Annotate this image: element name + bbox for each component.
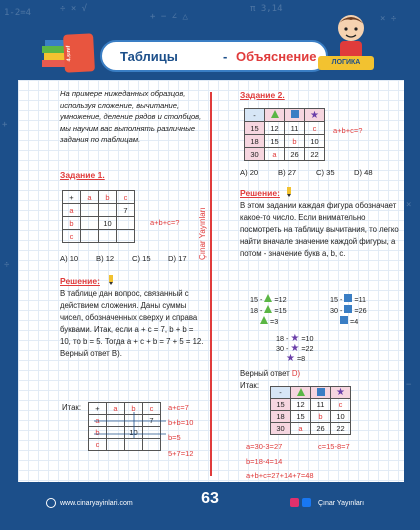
triangle-icon (265, 109, 285, 122)
answer-option[interactable]: D) 48 (354, 168, 373, 177)
table-cell (81, 230, 99, 243)
solution2-text: В этом задании каждая фигура обозначает какое-то число. Если внимательно посмотреть на таблицу вычитания, то легко найти вначале значение каждой фигуры, а потом - значение букв a, b, c. (240, 201, 399, 258)
table-cell: 18 (271, 411, 291, 423)
star-icon: ★ (305, 109, 325, 122)
table-cell: c (63, 230, 81, 243)
square-icon (311, 387, 331, 399)
triangle-icon (291, 387, 311, 399)
answer-option[interactable]: A) 10 (60, 254, 79, 263)
table-cell: 11 (285, 122, 305, 135)
table-cell: 10 (99, 217, 117, 230)
table-cell: b (311, 411, 331, 423)
table-cell: 10 (305, 135, 325, 148)
table-cell: 10 (125, 427, 143, 439)
facebook-icon[interactable] (302, 498, 311, 507)
table-cell (117, 217, 135, 230)
solution1-eq: b=5 (168, 433, 181, 442)
title-right: Объяснение (236, 49, 317, 64)
solution1-title: Решение: (60, 276, 100, 286)
solution2-verdict (240, 368, 300, 380)
calc-square (330, 294, 367, 327)
table-cell: 15 (271, 399, 291, 411)
social-handle[interactable]: Çınar Yayınları (318, 500, 365, 507)
verdict-letter: D) (291, 369, 301, 378)
title-dash: - (223, 49, 228, 64)
star-icon: ★ (331, 387, 351, 399)
table-cell: a (107, 403, 125, 415)
frame-doodle: π 3,14 (250, 4, 283, 14)
table-cell: 12 (291, 399, 311, 411)
table-cell: 7 (117, 204, 135, 217)
calc-text: 15 - (250, 295, 263, 304)
table-cell: b (63, 217, 81, 230)
calc-text: 18 - (250, 306, 263, 315)
table-cell: c (305, 122, 325, 135)
solution2-eq: a=30-3=27 (246, 442, 283, 451)
intro-text: На примере нижеданных образцов, используя сложение, вычитание, умножение, деление рядов и столбцов, мы научим вас выполнять различные задания по таблицам. (60, 89, 202, 145)
answer-option[interactable]: C) 15 (132, 254, 151, 263)
instagram-icon[interactable] (290, 498, 299, 507)
table-cell (117, 230, 135, 243)
calc-text: =22 (301, 344, 314, 353)
triangle-icon (264, 294, 272, 302)
star-icon: ★ (286, 353, 295, 364)
table-cell: 10 (331, 411, 351, 423)
frame-doodle: × (406, 200, 412, 210)
table-cell: 30 (271, 423, 291, 435)
answer-option[interactable]: B) 27 (278, 168, 297, 177)
calc-text: 18 - (276, 334, 289, 343)
calc-text: =12 (274, 295, 287, 304)
square-icon (340, 316, 348, 324)
frame-doodle: + − ∠ △ (150, 12, 188, 22)
table-cell: 15 (245, 122, 265, 135)
answer-option[interactable]: D) 17 (168, 254, 187, 263)
calc-text: 15 - (330, 295, 343, 304)
calc-text: =11 (354, 295, 367, 304)
table-cell: 22 (331, 423, 351, 435)
table-cell (99, 230, 117, 243)
table-cell: 12 (265, 122, 285, 135)
frame-doodle: ÷ × √ (60, 4, 88, 14)
table-cell: b (99, 191, 117, 204)
solution1-eq: b+b=10 (168, 418, 194, 427)
table-cell: 18 (245, 135, 265, 148)
calc-triangle (250, 294, 287, 327)
logika-tag: ЛОГИКА (318, 56, 374, 70)
calc-text: =15 (274, 306, 287, 315)
calc-star (276, 334, 314, 364)
table-cell: a (89, 415, 107, 427)
table-cell: a (81, 191, 99, 204)
frame-doodle: 1-2=4 (4, 8, 32, 18)
table-cell: a (265, 148, 285, 161)
calc-text: 30 - (276, 344, 289, 353)
table-cell: b (125, 403, 143, 415)
table-cell (99, 204, 117, 217)
solution2-itak: Итак: (240, 381, 260, 390)
solution1-arrows (88, 402, 168, 458)
task2-table (244, 108, 325, 161)
verdict-text: Верный ответ (240, 369, 290, 378)
table-cell: - (245, 109, 265, 122)
solution2-title: Решение: (240, 188, 280, 198)
task2-question: a+b+c=? (333, 126, 363, 135)
solution1-text: В таблице дан вопрос, связанный с действием сложения. Даны суммы чисел, обозначенных сверху и справа буквами. Итак, если a + c = 7, b + b = 10, то b = 5. Тогда a + c + b = 7 + 5 = 12. Верный ответ B). (60, 289, 204, 358)
frame-doodle: ÷ (4, 260, 10, 270)
triangle-icon (260, 316, 268, 324)
calc-text: 30 - (330, 306, 343, 315)
task2-title: Задание 2. (240, 90, 285, 100)
table-cell: 26 (311, 423, 331, 435)
globe-icon (46, 498, 56, 508)
frame-doodle: × ÷ (380, 14, 397, 24)
table-cell: a (291, 423, 311, 435)
task1-answers (60, 254, 206, 263)
page-number: 63 (201, 490, 219, 507)
calc-text: =10 (301, 334, 314, 343)
square-icon (344, 294, 352, 302)
square-icon (344, 305, 352, 313)
table-cell (81, 204, 99, 217)
column-divider (210, 92, 212, 476)
calc-text: =26 (354, 306, 367, 315)
website-link[interactable]: www.cinaryayinlari.com (60, 500, 133, 507)
frame-doodle: + (2, 120, 8, 130)
table-cell: c (143, 403, 161, 415)
solution2-table (270, 386, 351, 435)
table-cell: + (63, 191, 81, 204)
page-header (0, 0, 420, 80)
solution2-eq: b=18-4=14 (246, 457, 283, 466)
solution1-eq: a+c=7 (168, 403, 189, 412)
table-cell: a (63, 204, 81, 217)
table-cell: c (331, 399, 351, 411)
pencil-icon (106, 275, 116, 285)
table-cell: 22 (305, 148, 325, 161)
square-icon (285, 109, 305, 122)
table-cell: 15 (291, 411, 311, 423)
solution1-eq: 5+7=12 (168, 449, 194, 458)
answer-option[interactable]: A) 20 (240, 168, 259, 177)
table-cell: 26 (285, 148, 305, 161)
calc-text: =8 (296, 354, 306, 363)
table-cell: b (89, 427, 107, 439)
solution2-eq: a+b+c=27+14+7=48 (246, 471, 314, 480)
star-icon: ★ (290, 333, 300, 344)
grade-badge (63, 33, 95, 73)
table-cell: c (117, 191, 135, 204)
calc-text: =4 (350, 317, 359, 326)
star-icon: ★ (290, 343, 300, 354)
frame-doodle: − (406, 380, 412, 390)
table-cell: - (271, 387, 291, 399)
table-cell: b (285, 135, 305, 148)
solution1-itak: Итак: (62, 403, 82, 412)
side-label: Çınar Yayınları (198, 207, 207, 260)
calc-text: =3 (270, 317, 279, 326)
title-left: Таблицы (120, 49, 178, 64)
pencil-icon (284, 187, 294, 197)
task2-answers (240, 168, 400, 177)
task1-table (62, 190, 135, 243)
table-cell: 15 (265, 135, 285, 148)
table-cell: c (89, 439, 107, 451)
answer-option[interactable]: C) 35 (316, 168, 335, 177)
answer-option[interactable]: B) 12 (96, 254, 115, 263)
table-cell: + (89, 403, 107, 415)
table-cell: 30 (245, 148, 265, 161)
solution2-eq: c=15-8=7 (318, 442, 350, 451)
table-cell (81, 217, 99, 230)
task1-title: Задание 1. (60, 170, 105, 180)
triangle-icon (264, 305, 272, 313)
grade-label: 4.sınıf (65, 45, 73, 62)
task1-question: a+b+c=? (150, 218, 180, 227)
table-cell: 7 (143, 415, 161, 427)
table-cell: 11 (311, 399, 331, 411)
page-title (100, 40, 328, 72)
